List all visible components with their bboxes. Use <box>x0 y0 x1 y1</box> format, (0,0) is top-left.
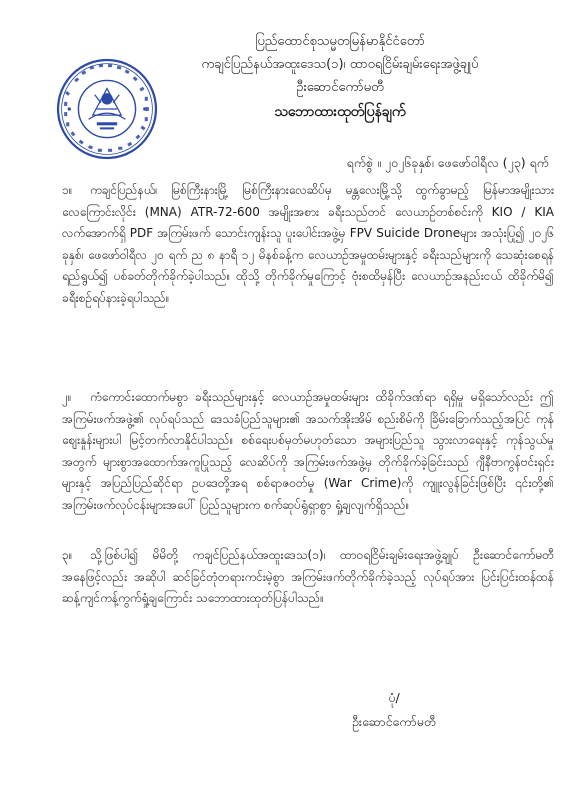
document-date: ရက်စွဲ ။ ၂၀၂၆ခုနှစ်၊ ဖေဖော်ဝါရီလ (၂၃) ရက် <box>346 155 549 170</box>
paragraph-text: သို့ဖြစ်ပါ၍ မိမိတို့ ကချင်ပြည်နယ်အထူးဒေသ(၁)၊ ထာဝရငြိမ်းချမ်းရေးအဖွဲ့ချုပ် ဦးဆောင်ကော်မတီ အနေဖြင့်လည်း အဆိုပါ ဆင်ခြင်တုံတရားကင်းမဲ့စွာ အကြမ်းဖက်တိုက်ခိုက်ခဲ့သည့် လုပ်ရပ်အား ပြင်းပြင်းထန်ထန် ဆန့်ကျင်ကန့်ကွက်ရှုံ့ချကြောင်း သဘောထားထုတ်ပြန်ပါသည်။ <box>62 548 554 605</box>
document-title: သဘောထားထုတ်ပြန်ချက် <box>274 104 406 120</box>
paragraph-text: ကချင်ပြည်နယ်၊ မြစ်ကြီးနားမြို့ မြစ်ကြီးနားလေဆိပ်မှ မန္တလေးမြို့သို့ ထွက်ခွာမည့် မြန်မာအမျိုးသား လေကြောင်းလိုင်း (MNA) ATR-72-600 အမျိုးအစား ခရီးသည်တင် လေယာဉ်တစ်စင်းကို KIO / KIA လက်အောက်ရှိ PDF အကြမ်းဖက် သောင်းကျန်းသူ ပူးပေါင်းအဖွဲ့မှ FPV Suicide Droneများ အသုံးပြု၍ ၂၀၂၆ ခုနှစ်၊ ဖေဖော်ဝါရီလ ၂၀ ရက် ည ၈ နာရီ ၁၂ မိနစ်ခန့်က လေယာဉ်အမှုထမ်းများနှင့် ခရီးသည်များကို သေဆုံးစေရန် ရည်ရွယ်၍ ပစ်ခတ်တိုက်ခိုက်ခဲ့ပါသည်။ ထိုသို့ တိုက်ခိုက်မှုကြောင့် ဗုံးစထိမှန်ပြီး လေယာဉ်အနည်းငယ် ထိခိုက်မိ၍ ခရီးစဉ်ရပ်နားခဲ့ရပါသည်။ <box>62 183 554 305</box>
paragraph-number: ၁။ <box>62 183 73 197</box>
signature-committee: ဦးဆောင်ကော်မတီ <box>351 714 437 729</box>
organization-name: ကချင်ပြည်နယ်အထူးဒေသ(၁)၊ ထာဝရငြိမ်းချမ်းရေးအဖွဲ့ချုပ် <box>201 57 479 72</box>
paragraph-number: ၂။ <box>62 390 72 404</box>
committee-name: ဦးဆောင်ကော်မတီ <box>296 80 384 95</box>
paragraph-number: ၃။ <box>62 548 73 562</box>
signature-mark: ပုံ/ <box>388 690 400 705</box>
paragraph-3 <box>62 545 554 610</box>
paragraph-1 <box>62 180 554 309</box>
paragraph-text: ကံကောင်းထောက်မစွာ ခရီးသည်များနှင့် လေယာဉ်အမှုထမ်းများ ထိခိုက်ဒဏ်ရာ ရရှိမှု မရှိသော်လည်း ဤအကြမ်းဖက်အဖွဲ့၏ လုပ်ရပ်သည် ဒေသခံပြည်သူများ၏ အသက်အိုးအိမ် စည်းစိမ်ကို ခြိမ်းခြောက်သည့်အပြင် ကုန်စျေးနှုန်းများပါ မြင့်တက်လာနိုင်ပါသည်။ စစ်ရေးပစ်မှတ်မဟုတ်သော အများပြည်သူ သွားလာရေးနှင့် ကုန်သွယ်မှုအတွက် များစွာအထောက်အကူပြုသည့် လေဆိပ်ကို အကြမ်းဖက်အဖွဲ့မှ တိုက်ခိုက်ခဲ့ခြင်းသည် ဂျီနီဗာကွန်ဗင်းရှင်းများနှင့် အပြည်ပြည်ဆိုင်ရာ ဥပဒေတို့အရ စစ်ရာဇဝတ်မှု (War Crime)ကို ကျူးလွန်ခြင်းဖြစ်ပြီး ၎င်းတို့၏ အကြမ်းဖက်လုပ်ငန်းများအပေါ် ပြည်သူများက စက်ဆုပ်ရွံရှာစွာ ရှုံ့ချလျက်ရှိသည်။ <box>62 390 554 512</box>
organization-seal-icon <box>56 58 158 160</box>
paragraph-2 <box>62 387 554 516</box>
country-name: ပြည်ထောင်စုသမ္မတမြန်မာနိုင်ငံတော် <box>255 34 425 49</box>
